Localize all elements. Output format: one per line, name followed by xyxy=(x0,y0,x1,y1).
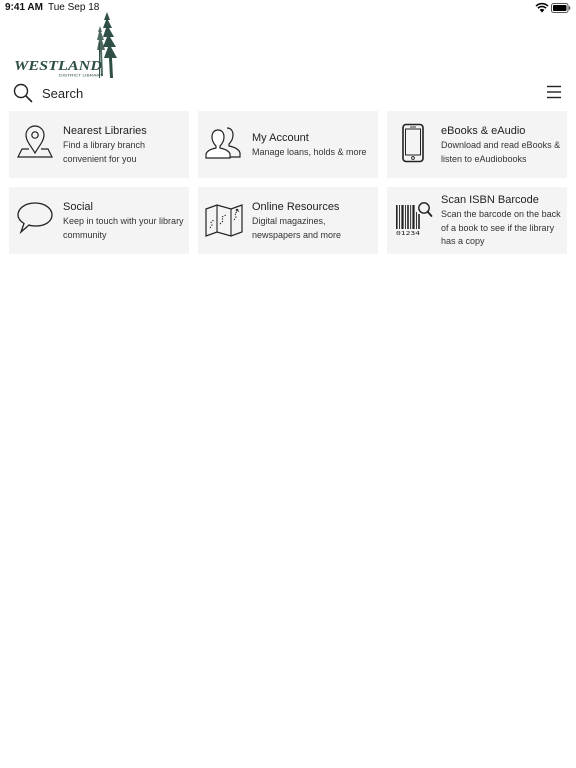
tile-description: Find a library branch convenient for you xyxy=(63,140,146,164)
tile-title: My Account xyxy=(252,132,309,144)
battery-icon xyxy=(551,3,571,13)
map-pin-icon xyxy=(15,123,55,163)
tile-text xyxy=(252,131,374,160)
status-time: 9:41 AM xyxy=(5,2,43,13)
map-icon xyxy=(204,200,244,240)
tile-description: Download and read eBooks & listen to eAudiobooks xyxy=(441,140,561,164)
tile-description: Digital magazines, newspapers and more xyxy=(252,216,342,240)
tile-ebooks-eaudio[interactable] xyxy=(387,111,567,178)
wifi-icon xyxy=(535,2,549,13)
tile-description: Manage loans, holds & more xyxy=(252,147,367,157)
tile-description: Scan the barcode on the back of a book to see if the library has a copy xyxy=(441,209,561,246)
tile-text xyxy=(252,200,374,242)
tile-title: Social xyxy=(63,201,93,213)
users-icon xyxy=(204,123,244,163)
tile-scan-isbn-barcode[interactable] xyxy=(387,187,567,254)
status-date: Tue Sep 18 xyxy=(48,2,100,13)
tile-my-account[interactable] xyxy=(198,111,378,178)
search-input[interactable] xyxy=(42,84,482,102)
tile-title: Scan ISBN Barcode xyxy=(441,194,539,206)
tile-title: Online Resources xyxy=(252,201,340,213)
barcode-icon xyxy=(393,200,433,240)
westland-library-logo[interactable] xyxy=(12,12,122,80)
speech-bubble-icon xyxy=(15,199,55,239)
tile-nearest-libraries[interactable] xyxy=(9,111,189,178)
logo-name: WESTLAND xyxy=(14,59,102,74)
barcode-digits: 01234 xyxy=(396,231,420,237)
tile-online-resources[interactable] xyxy=(198,187,378,254)
hamburger-menu-icon[interactable] xyxy=(546,84,562,100)
search-icon[interactable] xyxy=(13,83,33,103)
phone-icon xyxy=(393,123,433,163)
tile-text xyxy=(63,200,185,242)
tile-text xyxy=(441,193,563,249)
tile-title: eBooks & eAudio xyxy=(441,125,526,137)
tile-description: Keep in touch with your library community xyxy=(63,216,184,240)
tile-title: Nearest Libraries xyxy=(63,125,147,137)
tile-text xyxy=(441,124,563,166)
tile-text xyxy=(63,124,185,166)
logo-subtitle: DISTRICT LIBRARY xyxy=(59,72,104,78)
tile-social[interactable] xyxy=(9,187,189,254)
